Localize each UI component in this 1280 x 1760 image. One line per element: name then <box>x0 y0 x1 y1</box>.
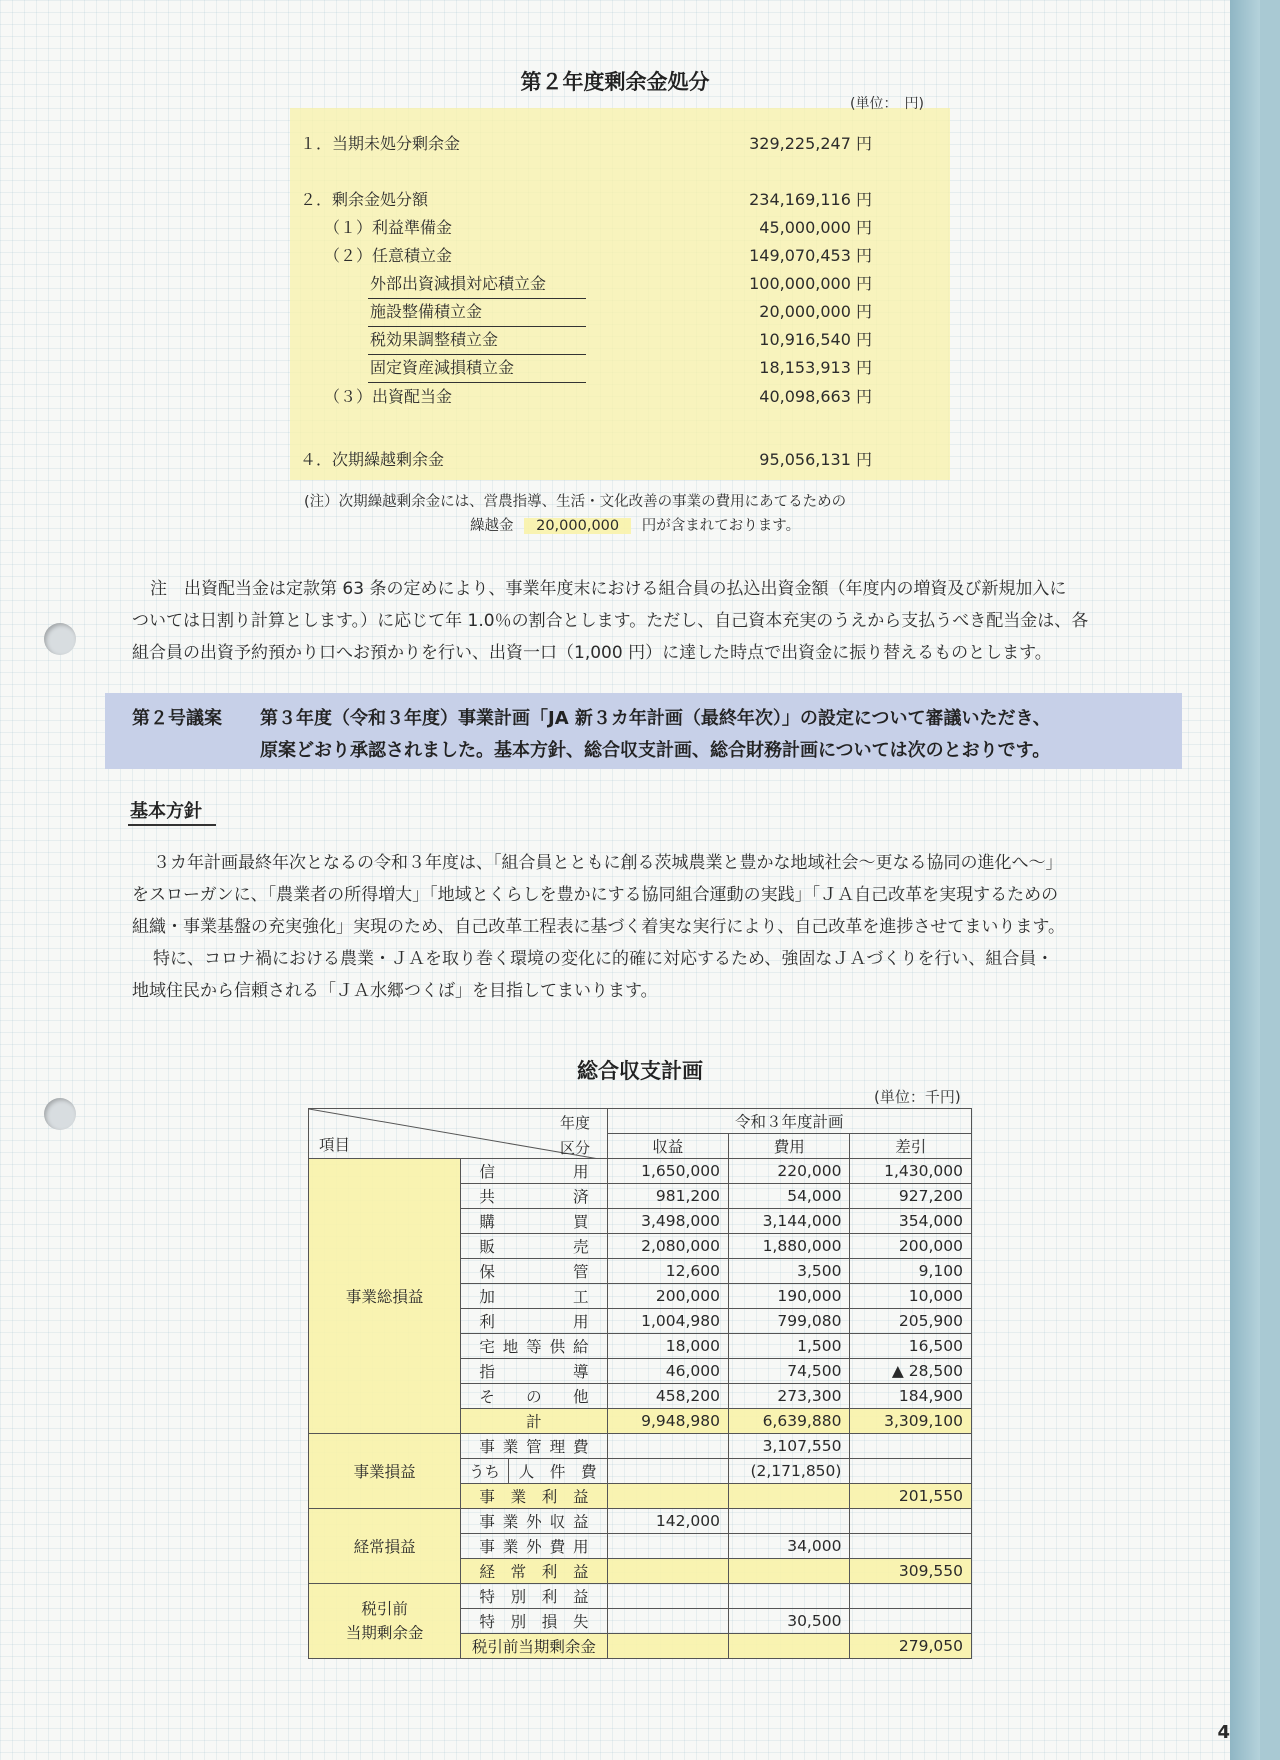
header-plan: 令和３年度計画 <box>607 1109 971 1134</box>
cell-diff: 927,200 <box>850 1184 972 1209</box>
header-cost: 費用 <box>728 1134 849 1159</box>
cell-diff: 205,900 <box>850 1309 972 1334</box>
row-label: 特別利益 <box>461 1584 607 1609</box>
cell-cost <box>728 1584 849 1609</box>
row-label: 事業外収益 <box>461 1509 607 1534</box>
cell-cost: (2,171,850) <box>728 1459 849 1484</box>
row-label: その他 <box>461 1384 607 1409</box>
cell-rev <box>607 1584 728 1609</box>
surplus-label: 固定資産減損積立金 <box>370 358 515 377</box>
group-label <box>309 1584 461 1659</box>
group-label: 事業損益 <box>309 1434 461 1509</box>
surplus-value: 20,000,000 円 <box>759 302 872 321</box>
cell-diff: 354,000 <box>850 1209 972 1234</box>
cell-diff: 16,500 <box>850 1334 972 1359</box>
surplus-label: （１）利益準備金 <box>324 218 453 237</box>
cell-rev: 981,200 <box>607 1184 728 1209</box>
cell-diff: 3,309,100 <box>850 1409 972 1434</box>
note-paragraph-line2: ついては日割り計算とします。）に応じて年 1.0％の割合とします。ただし、自己資本充実のうえから支払うべき配当金は、各 <box>132 611 1089 631</box>
cell-cost: 74,500 <box>728 1359 849 1384</box>
cell-cost: 30,500 <box>728 1609 849 1634</box>
header-year: 年度 <box>560 1114 591 1132</box>
cell-cost: 6,639,880 <box>728 1409 849 1434</box>
policy-line5: 地域住民から信頼される「ＪＡ水郷つくば」を目指してまいります。 <box>132 981 658 1001</box>
surplus-value: 18,153,913 円 <box>759 358 872 377</box>
surplus-label: 税効果調整積立金 <box>370 330 499 349</box>
cell-diff: 279,050 <box>850 1634 972 1659</box>
cell-diff: 309,550 <box>850 1559 972 1584</box>
policy-line1: ３カ年計画最終年次となるの令和３年度は、「組合員とともに創る茨城農業と豊かな地域社会～更なる協同の進化へ～」 <box>153 853 1063 873</box>
row-label: 計 <box>461 1409 607 1434</box>
row-label: 人件費 <box>508 1459 607 1484</box>
policy-line3: 組織・事業基盤の充実強化」実現のため、自己改革工程表に基づく着実な実行により、自己改革を進捗させてまいります。 <box>132 917 1065 937</box>
cell-rev: 200,000 <box>607 1284 728 1309</box>
group-label-line1: 税引前 <box>361 1600 408 1618</box>
cell-diff <box>850 1434 972 1459</box>
cell-cost: 54,000 <box>728 1184 849 1209</box>
cell-rev: 142,000 <box>607 1509 728 1534</box>
table-row <box>309 1159 972 1184</box>
cell-cost: 220,000 <box>728 1159 849 1184</box>
cell-rev: 458,200 <box>607 1384 728 1409</box>
cell-diff: 10,000 <box>850 1284 972 1309</box>
surplus-value: 100,000,000 円 <box>749 274 872 293</box>
group-label: 経常損益 <box>309 1509 461 1584</box>
surplus-value: 234,169,116 円 <box>749 190 872 209</box>
cell-diff <box>850 1609 972 1634</box>
cell-rev: 1,650,000 <box>607 1159 728 1184</box>
header-kubun: 区分 <box>560 1139 591 1157</box>
row-label: 信用 <box>461 1159 607 1184</box>
cell-rev: 1,004,980 <box>607 1309 728 1334</box>
cell-rev <box>607 1434 728 1459</box>
cell-rev <box>607 1484 728 1509</box>
agenda-line2: 原案どおり承認されました。基本方針、総合収支計画、総合財務計画については次のとおりです。 <box>260 740 1051 761</box>
row-label: 購買 <box>461 1209 607 1234</box>
cell-cost: 3,144,000 <box>728 1209 849 1234</box>
surplus-value: 45,000,000 円 <box>759 218 872 237</box>
row-label: 事業利益 <box>461 1484 607 1509</box>
surplus-label: 施設整備積立金 <box>370 302 483 321</box>
header-diff: 差引 <box>850 1134 972 1159</box>
surplus-label: （２）任意積立金 <box>324 246 453 265</box>
surplus-label: １．当期未処分剰余金 <box>300 134 461 153</box>
surplus-label: ２．剰余金処分額 <box>300 190 429 209</box>
row-label: 宅地等供給 <box>461 1334 607 1359</box>
heading-underline <box>128 824 216 826</box>
note-label: 繰越金 <box>470 518 514 534</box>
row-label: 保管 <box>461 1259 607 1284</box>
underline <box>368 382 586 383</box>
surplus-value: 329,225,247 円 <box>749 134 872 153</box>
cell-cost: 3,500 <box>728 1259 849 1284</box>
cell-cost <box>728 1559 849 1584</box>
surplus-value: 40,098,663 円 <box>759 387 872 406</box>
header-rev: 収益 <box>607 1134 728 1159</box>
cell-cost <box>728 1634 849 1659</box>
table-row <box>309 1584 972 1609</box>
cell-cost: 34,000 <box>728 1534 849 1559</box>
surplus-note-line2 <box>470 514 800 535</box>
note-paragraph-line3: 組合員の出資予約預かり口へお預かりを行い、出資一口（1,000 円）に達した時点で出資金に振り替えるものとします。 <box>132 643 1052 663</box>
surplus-title: 第２年度剰余金処分 <box>520 70 710 94</box>
policy-line2: をスローガンに、「農業者の所得増大」「地域とくらしを豊かにする協同組合運動の実践」「ＪＡ自己改革を実現するための <box>132 885 1059 905</box>
page-number: 4 <box>1217 1722 1230 1743</box>
group-label-line2: 当期剰余金 <box>345 1624 424 1642</box>
row-sublabel: うち <box>461 1459 508 1484</box>
cell-cost: 1,500 <box>728 1334 849 1359</box>
punch-hole <box>44 623 76 655</box>
surplus-label: ４．次期繰越剰余金 <box>300 450 445 469</box>
surplus-value: 95,056,131 円 <box>759 450 872 469</box>
basic-policy-heading: 基本方針 <box>130 801 202 822</box>
cell-rev <box>607 1634 728 1659</box>
note-tail: 円が含まれております。 <box>641 518 801 534</box>
cell-rev: 2,080,000 <box>607 1234 728 1259</box>
income-plan-table <box>308 1108 972 1659</box>
cell-cost <box>728 1484 849 1509</box>
plan-unit: (単位：千円) <box>874 1088 961 1106</box>
surplus-label: （３）出資配当金 <box>324 387 453 406</box>
punch-hole <box>44 1098 76 1130</box>
surplus-value: 10,916,540 円 <box>759 330 872 349</box>
row-label: 指導 <box>461 1359 607 1384</box>
surplus-unit: (単位： 円) <box>850 96 924 112</box>
cell-rev <box>607 1459 728 1484</box>
agenda-line1: 第３年度（令和３年度）事業計画「JA 新３カ年計画（最終年次）」の設定について審議いただき、 <box>260 708 1051 729</box>
cell-cost: 3,107,550 <box>728 1434 849 1459</box>
table-row <box>309 1434 972 1459</box>
table-row <box>309 1509 972 1534</box>
surplus-label: 外部出資減損対応積立金 <box>370 274 547 293</box>
cell-rev: 18,000 <box>607 1334 728 1359</box>
plan-title: 総合収支計画 <box>577 1059 703 1083</box>
cell-diff <box>850 1534 972 1559</box>
cell-cost: 799,080 <box>728 1309 849 1334</box>
cell-cost: 190,000 <box>728 1284 849 1309</box>
header-item: 項目 <box>319 1136 351 1154</box>
cell-diff <box>850 1584 972 1609</box>
highlight-box <box>290 108 950 480</box>
cell-rev <box>607 1559 728 1584</box>
surplus-note-line1: (注）次期繰越剰余金には、営農指導、生活・文化改善の事業の費用にあてるための <box>304 494 847 510</box>
cell-diff: ▲ 28,500 <box>850 1359 972 1384</box>
row-label: 事業管理費 <box>461 1434 607 1459</box>
cell-rev: 46,000 <box>607 1359 728 1384</box>
note-amount: 20,000,000 <box>524 518 631 534</box>
cell-rev: 9,948,980 <box>607 1409 728 1434</box>
row-label: 税引前当期剰余金 <box>461 1634 607 1659</box>
row-label: 共済 <box>461 1184 607 1209</box>
cell-cost: 1,880,000 <box>728 1234 849 1259</box>
group-label: 事業総損益 <box>309 1159 461 1434</box>
cell-diff <box>850 1459 972 1484</box>
cell-rev: 12,600 <box>607 1259 728 1284</box>
policy-line4: 特に、コロナ禍における農業・ＪＡを取り巻く環境の変化に的確に対応するため、強固なＪＡづくりを行い、組合員・ <box>153 949 1054 969</box>
row-label: 加工 <box>461 1284 607 1309</box>
agenda-label: 第２号議案 <box>132 708 222 729</box>
cell-diff: 201,550 <box>850 1484 972 1509</box>
cell-rev: 3,498,000 <box>607 1209 728 1234</box>
cell-cost <box>728 1509 849 1534</box>
cell-diff: 9,100 <box>850 1259 972 1284</box>
diagonal-line <box>309 1109 599 1159</box>
row-label: 利用 <box>461 1309 607 1334</box>
note-paragraph-line1: 注 出資配当金は定款第 63 条の定めにより、事業年度末における組合員の払込出資金額（年度内の増資及び新規加入に <box>150 579 1067 599</box>
row-label: 経常利益 <box>461 1559 607 1584</box>
cell-rev <box>607 1609 728 1634</box>
cell-diff <box>850 1509 972 1534</box>
surplus-value: 149,070,453 円 <box>749 246 872 265</box>
cell-diff: 184,900 <box>850 1384 972 1409</box>
cell-diff: 200,000 <box>850 1234 972 1259</box>
cell-cost: 273,300 <box>728 1384 849 1409</box>
row-label: 販売 <box>461 1234 607 1259</box>
row-label: 特別損失 <box>461 1609 607 1634</box>
cell-rev <box>607 1534 728 1559</box>
cell-diff: 1,430,000 <box>850 1159 972 1184</box>
row-label: 事業外費用 <box>461 1534 607 1559</box>
